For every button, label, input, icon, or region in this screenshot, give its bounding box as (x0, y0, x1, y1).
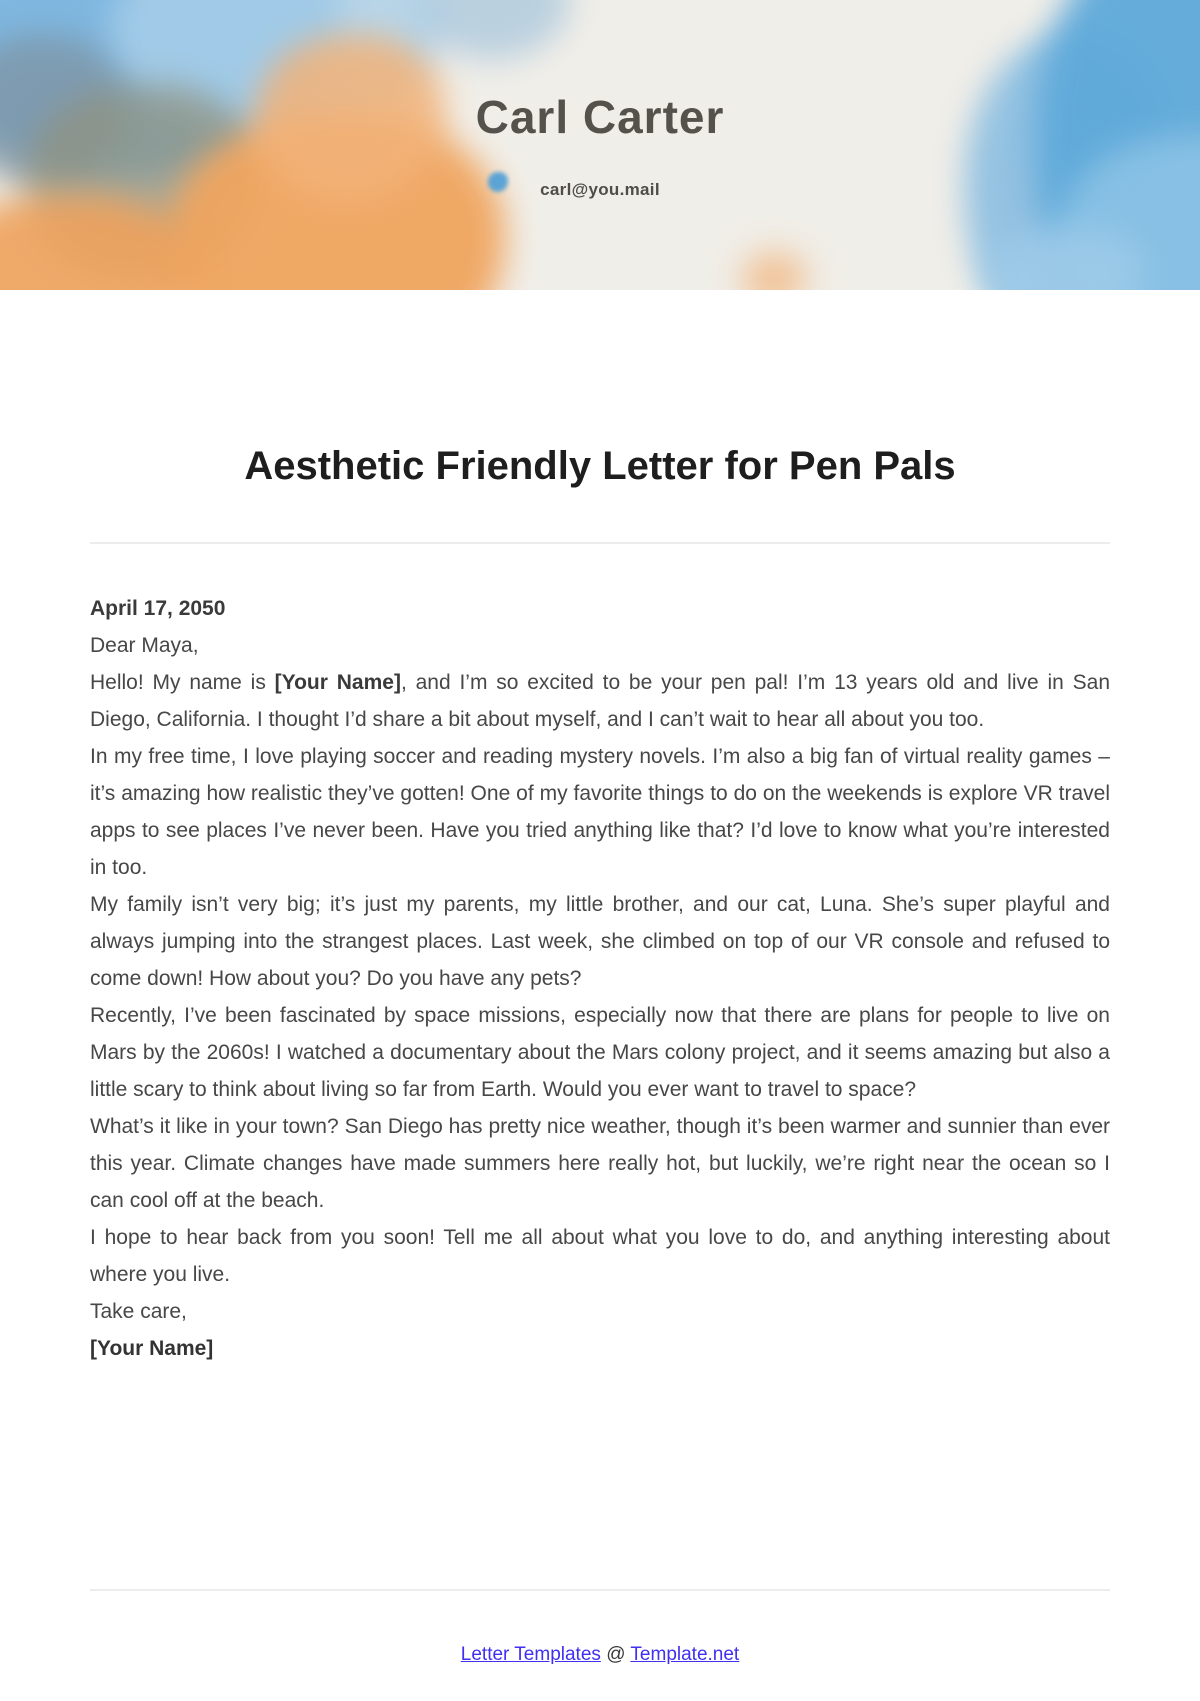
sender-name: Carl Carter (475, 91, 725, 143)
letter-paragraph-1 (90, 664, 1110, 738)
letter-paragraph-3: My family isn’t very big; it’s just my parents, my little brother, and our cat, Luna. She’s super playful and always jumping into the strangest places. Last week, she climbed on top of our VR console and refused to come down! How about you? Do you have any pets? (90, 893, 1110, 990)
paragraph-1-prefix: Hello! My name is (90, 671, 275, 694)
document-title: Aesthetic Friendly Letter for Pen Pals (244, 444, 956, 488)
footer-at-separator: @ (606, 1644, 626, 1665)
bottom-divider (90, 1589, 1110, 1591)
template-net-link[interactable]: Template.net (630, 1644, 740, 1665)
letter-paragraph-4: Recently, I’ve been fascinated by space missions, especially now that there are plans for people to live on Mars by the 2060s! I watched a documentary about the Mars colony project, and it seems amazing but also a little scary to think about living so far from Earth. Would you ever want to travel to space? (90, 1004, 1110, 1101)
sender-email: carl@you.mail (540, 180, 660, 199)
letter-paragraph-2: In my free time, I love playing soccer and reading mystery novels. I’m also a big fan of virtual reality games – it’s amazing how realistic they’ve gotten! One of my favorite things to do on the weekends is explore VR travel apps to see places I’ve never been. Have you tried anything like that? I’d love to know what you’re interested in too. (90, 745, 1110, 879)
letter-paragraph-5: What’s it like in your town? San Diego has pretty nice weather, though it’s been warmer and sunnier than ever this year. Climate changes have made summers here really hot, but luckily, we’re right near the ocean so I can cool off at the beach. (90, 1115, 1110, 1212)
watercolor-blob-blue-topcenter (420, 0, 570, 60)
footer-credit (0, 1644, 1200, 1666)
document-content (0, 442, 1200, 1367)
letter-templates-link[interactable]: Letter Templates (460, 1644, 601, 1665)
watercolor-speck-orange-bottom (742, 252, 806, 290)
letter-salutation: Dear Maya, (90, 634, 199, 657)
letter-closing: Take care, (90, 1300, 187, 1323)
watercolor-header (0, 0, 1200, 290)
your-name-placeholder-inline: [Your Name] (274, 671, 401, 694)
letter-paragraph-6: I hope to hear back from you soon! Tell me all about what you love to do, and anything interesting about where you live. (90, 1226, 1110, 1286)
paragraph-1-suffix: , and I’m so excited to be your pen pal! I’m 13 years old and live in San Diego, California. I thought I’d share a bit about myself, and I can’t wait to hear all about you too. (90, 671, 1111, 731)
signature-placeholder: [Your Name] (90, 1337, 214, 1360)
letter-date: April 17, 2050 (90, 597, 226, 620)
letter-body (90, 544, 1110, 1367)
